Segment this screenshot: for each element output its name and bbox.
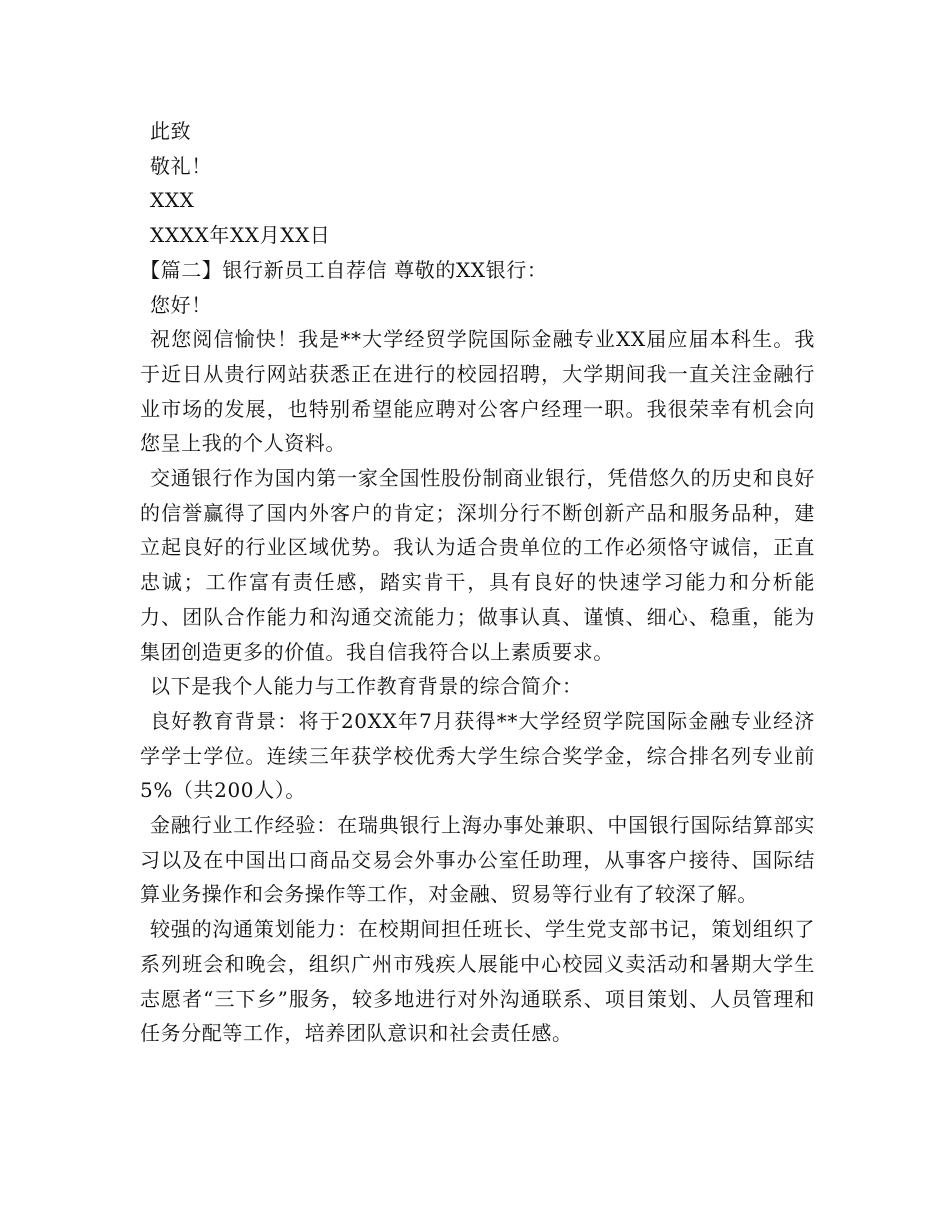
- signature-date: XXXX年XX月XX日: [150, 223, 331, 248]
- section-heading: 【篇二】银行新员工自荐信 尊敬的XX银行：: [140, 257, 548, 282]
- letter-body: [140, 114, 815, 1051]
- paragraph-experience: 金融行业工作经验：在瑞典银行上海办事处兼职、中国银行国际结算部实习以及在中国出口商品交易会外事办公室任助理，从事客户接待、国际结算业务操作和会务操作等工作，对金融、贸易等行业有了较深了解。: [140, 813, 815, 907]
- paragraph-bank: 交通银行作为国内第一家全国性股份制商业银行，凭借悠久的历史和良好的信誉赢得了国内外客户的肯定；深圳分行不断创新产品和服务品种，建立起良好的行业区域优势。我认为适合贵单位的工作必须恪守诚信，正直忠诚；工作富有责任感，踏实肯干，具有良好的快速学习能力和分析能力、团队合作能力和沟通交流能力；做事认真、谨慎、细心、稳重，能为集团创造更多的价值。我自信我符合以上素质要求。: [140, 466, 815, 664]
- paragraph-intro: 祝您阅信愉快！我是**大学经贸学院国际金融专业XX届应届本科生。我于近日从贵行网站获悉正在进行的校园招聘，大学期间我一直关注金融行业市场的发展，也特别希望能应聘对公客户经理一职。我很荣幸有机会向您呈上我的个人资料。: [140, 327, 815, 456]
- signature-name: XXX: [150, 188, 195, 213]
- paragraph-summary-lead: 以下是我个人能力与工作教育背景的综合简介：: [150, 674, 583, 699]
- greeting-line: 您好！: [150, 292, 212, 317]
- paragraph-communication: 较强的沟通策划能力：在校期间担任班长、学生党支部书记，策划组织了系列班会和晚会，组织广州市残疾人展能中心校园义卖活动和暑期大学生志愿者“三下乡”服务，较多地进行对外沟通联系、项目策划、人员管理和任务分配等工作，培养团队意识和社会责任感。: [140, 917, 815, 1046]
- closing-line: 此致: [150, 119, 192, 143]
- paragraph-education: 良好教育背景：将于20XX年7月获得**大学经贸学院国际金融专业经济学学士学位。连续三年获学校优秀大学生综合奖学金，综合排名列专业前5%（共200人）。: [140, 708, 815, 803]
- salutation-line: 敬礼！: [150, 153, 212, 178]
